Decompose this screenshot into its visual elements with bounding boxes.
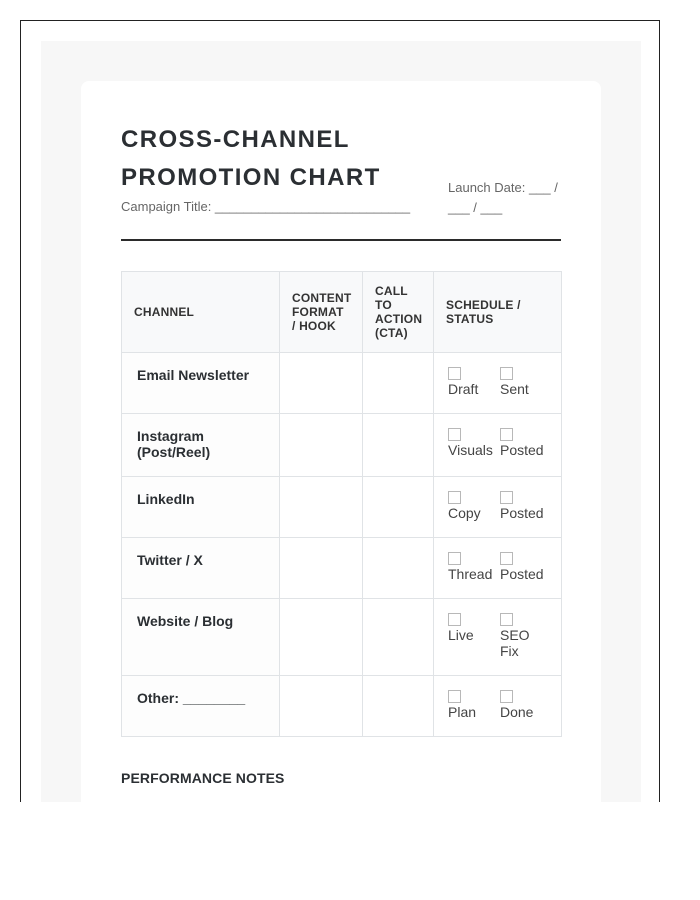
checkbox[interactable] [448,491,461,504]
content-cell[interactable] [280,676,363,737]
status-cell [434,676,562,737]
channel-cell: LinkedIn [122,477,280,538]
status-option[interactable] [448,491,500,521]
status-label: SEO Fix [500,627,530,659]
cta-cell[interactable] [363,414,434,477]
status-cell [434,353,562,414]
header-divider [121,239,561,241]
content-cell[interactable] [280,414,363,477]
cta-cell[interactable] [363,353,434,414]
status-option[interactable] [448,428,500,458]
checkbox[interactable] [448,690,461,703]
status-label: Posted [500,566,544,582]
cta-cell[interactable] [363,477,434,538]
status-cell [434,414,562,477]
column-header-status: SCHEDULE / STATUS [434,272,562,353]
table-row [122,477,562,538]
status-label: Draft [448,381,479,397]
checkbox[interactable] [500,613,513,626]
status-option[interactable] [448,367,500,397]
channel-cell: Instagram (Post/Reel) [122,414,280,477]
table-row [122,353,562,414]
checkbox[interactable] [448,428,461,441]
status-option[interactable] [500,690,552,720]
channel-cell: Website / Blog [122,599,280,676]
cta-cell[interactable] [363,538,434,599]
channel-cell[interactable]: Other: ________ [122,676,280,737]
checkbox[interactable] [500,428,513,441]
channel-cell: Email Newsletter [122,353,280,414]
checkbox[interactable] [500,491,513,504]
checkbox[interactable] [500,690,513,703]
content-cell[interactable] [280,538,363,599]
status-label: Thread [448,566,493,582]
table-row [122,414,562,477]
title-line-1: CROSS-CHANNEL [121,126,350,153]
table-row [122,599,562,676]
launch-date-field[interactable]: Launch Date: ___ / ___ / ___ [448,180,558,215]
performance-notes-heading: PERFORMANCE NOTES [121,770,285,786]
title-line-2: PROMOTION CHART [121,164,381,191]
cta-cell[interactable] [363,676,434,737]
column-header-content: CONTENT FORMAT / HOOK [280,272,363,353]
status-option[interactable] [448,552,500,582]
promotion-table [121,271,562,737]
status-label: Visuals [448,442,493,458]
chart-card [81,81,601,802]
table-header-row [122,272,562,353]
cta-cell[interactable] [363,599,434,676]
checkbox[interactable] [500,552,513,565]
content-cell[interactable] [280,599,363,676]
status-label: Posted [500,505,544,521]
status-option[interactable] [500,491,552,521]
document-frame [20,20,660,802]
status-label: Sent [500,381,529,397]
checkbox[interactable] [448,367,461,380]
table-row [122,538,562,599]
status-label: Live [448,627,474,643]
campaign-title-field[interactable]: Campaign Title: ___________________________ [121,199,411,214]
checkbox[interactable] [448,613,461,626]
content-cell[interactable] [280,477,363,538]
status-option[interactable] [500,367,552,397]
checkbox[interactable] [500,367,513,380]
table-row [122,676,562,737]
column-header-cta: CALL TO ACTION (CTA) [363,272,434,353]
page-background [41,41,641,802]
status-option[interactable] [500,428,552,458]
status-option[interactable] [448,613,500,643]
status-label: Plan [448,704,477,720]
status-cell [434,599,562,676]
status-label: Done [500,704,534,720]
document-header [121,121,561,241]
content-cell[interactable] [280,353,363,414]
status-cell [434,538,562,599]
checkbox[interactable] [448,552,461,565]
column-header-channel: CHANNEL [122,272,280,353]
status-label: Copy [448,505,481,521]
status-cell [434,477,562,538]
status-option[interactable] [448,690,500,720]
page-title [121,121,441,197]
status-option[interactable] [500,613,536,659]
channel-cell: Twitter / X [122,538,280,599]
status-option[interactable] [500,552,552,582]
status-label: Posted [500,442,544,458]
